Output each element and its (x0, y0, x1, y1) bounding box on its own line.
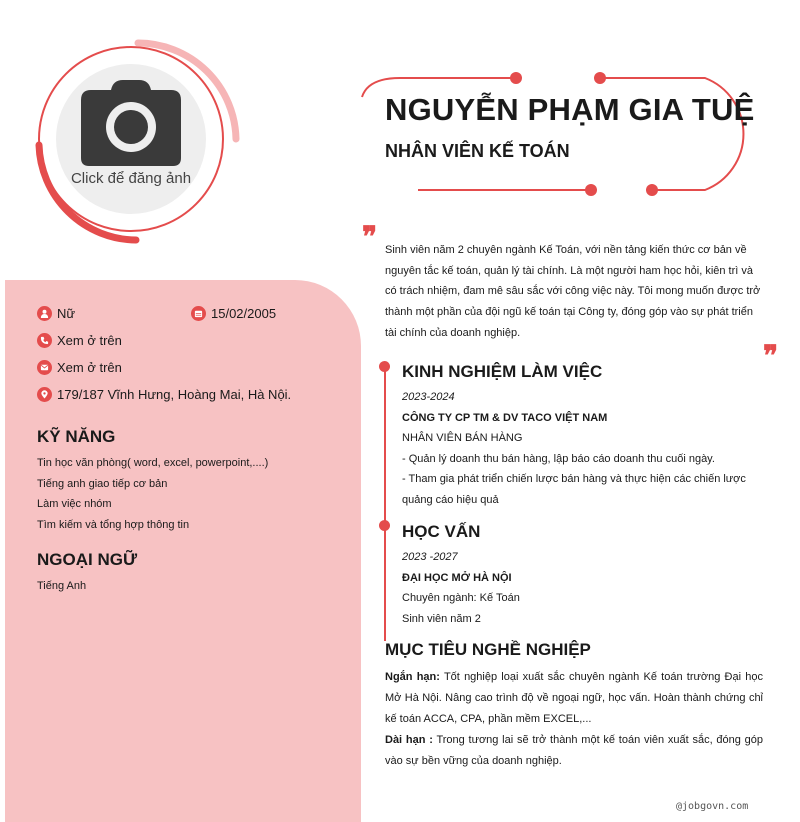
education-school: ĐẠI HỌC MỞ HÀ NỘI (402, 571, 512, 584)
address-value: 179/187 Vĩnh Hưng, Hoàng Mai, Hà Nội. (57, 387, 292, 402)
skills-heading: KỸ NĂNG (37, 427, 116, 446)
quote-close-icon: ❞ (763, 341, 779, 372)
gender-value: Nữ (57, 306, 76, 321)
list-item: Tiếng Anh (37, 580, 87, 592)
avatar-upload-label: Click để đăng ảnh (70, 170, 192, 187)
quote-open-icon: ❞ (362, 222, 378, 253)
languages-list (37, 576, 86, 597)
dob-value: 15/02/2005 (211, 306, 277, 321)
timeline-line (384, 366, 386, 641)
user-icon (37, 306, 52, 321)
objective-short-label: Ngắn hạn: (385, 671, 440, 683)
experience-period: 2023-2024 (402, 391, 455, 403)
experience-heading: KINH NGHIỆM LÀM VIỆC (402, 362, 603, 381)
name-frame-decoration (360, 70, 770, 200)
location-pin-icon (37, 387, 52, 402)
list-item: Tìm kiếm và tổng hợp thông tin (37, 518, 190, 531)
objective-long-label: Dài hạn : (385, 734, 433, 746)
calendar-icon (191, 306, 206, 321)
objective-long-text: Trong tương lai sẽ trở thành một kế toán viên xuất sắc, đóng góp vào sự bền vững của doanh nghiệp. (385, 734, 763, 767)
contact-address (37, 387, 291, 402)
timeline-dot (379, 361, 390, 372)
education-heading: HỌC VẤN (402, 522, 481, 541)
objective-short-term (385, 667, 763, 730)
phone-value: Xem ở trên (57, 333, 122, 348)
experience-company: CÔNG TY CP TM & DV TACO VIỆT NAM (402, 411, 608, 424)
camera-icon (81, 80, 181, 166)
list-item: Làm việc nhóm (37, 498, 112, 510)
phone-icon (37, 333, 52, 348)
experience-duty: - Tham gia phát triển chiến lược bán hàng và thực hiện các chiến lược quảng cáo hiệu quả (402, 473, 746, 506)
education-status: Sinh viên năm 2 (402, 612, 481, 625)
email-icon (37, 360, 52, 375)
objective-text (385, 667, 763, 772)
education-period: 2023 -2027 (402, 551, 458, 563)
avatar[interactable] (56, 64, 206, 214)
site-watermark: @jobgovn.com (676, 801, 749, 812)
avatar-upload[interactable] (30, 35, 250, 255)
candidate-name: NGUYỄN PHẠM GIA TUỆ (385, 92, 755, 127)
candidate-role: NHÂN VIÊN KẾ TOÁN (385, 141, 570, 161)
contact-phone (37, 333, 122, 348)
summary-text: Sinh viên năm 2 chuyên ngành Kế Toán, với nền tảng kiến thức cơ bản về nguyên tắc kế toán, quản lý tài chính. Là một người ham học hỏi, kiên trì và có trách nhiệm, đam mê sâu sắc với công việc này. Tôi mong muốn được trở thành một phần của đội ngũ kế toán tại Công ty, đóng góp vào sự phát triển tài chính của doanh nghiệp. (385, 244, 761, 339)
education-major: Chuyên ngành: Kế Toán (402, 592, 520, 604)
objective-short-text: Tốt nghiệp loại xuất sắc chuyên ngành Kế toán trường Đại học Mở Hà Nội. Nâng cao trình độ về ngoại ngữ, học vấn. Hoàn thành chứng chỉ kế toán ACCA, CPA, phần mềm EXCEL,... (385, 671, 763, 725)
list-item: Tiếng anh giao tiếp cơ bản (37, 477, 168, 490)
education-entry (402, 547, 762, 629)
experience-entry (402, 387, 762, 510)
timeline-dot (379, 520, 390, 531)
contact-dob (191, 306, 276, 321)
languages-heading: NGOẠI NGỮ (37, 550, 138, 569)
email-value: Xem ở trên (57, 360, 122, 375)
objective-heading: MỤC TIÊU NGHỀ NGHIỆP (385, 640, 591, 659)
experience-position: NHÂN VIÊN BÁN HÀNG (402, 432, 523, 444)
objective-long-term (385, 730, 763, 772)
contact-email (37, 360, 122, 375)
contact-gender (37, 306, 75, 321)
list-item: Tin học văn phòng( word, excel, powerpoint,....) (37, 457, 269, 469)
skills-list (37, 453, 268, 535)
experience-duty: - Quản lý doanh thu bán hàng, lập báo cáo doanh thu cuối ngày. (402, 452, 715, 465)
